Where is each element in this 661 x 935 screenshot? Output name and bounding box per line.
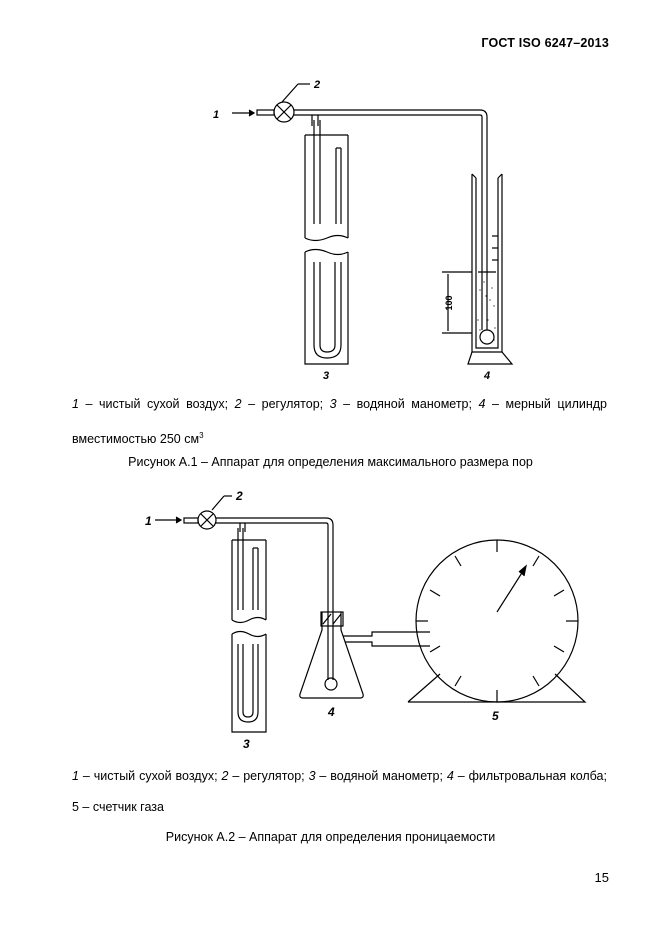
figure-a2-diagram [0,485,661,755]
pipe-to-cylinder [294,110,487,330]
figure-a1-svg [0,70,661,380]
leader-line-2 [282,84,298,102]
figure-a1-diagram [0,70,661,380]
manometer-upper [305,120,348,241]
regulator-valve [198,511,216,529]
manometer-lower [305,250,348,365]
filter-flask [300,612,363,698]
label-flask: 4 [328,705,335,719]
regulator-valve [274,102,294,122]
manometer-lower [232,632,266,733]
measuring-cylinder [468,174,512,364]
label-manometer: 3 [323,370,330,380]
label-air-in: 1 [145,514,152,528]
manometer-upper [232,528,266,623]
figure-a2-caption: Рисунок А.2 – Аппарат для определения проницаемости [165,830,496,844]
pipe-to-flask [216,518,333,680]
label-cylinder: 4 [484,370,491,380]
figure-a1-caption: Рисунок А.1 – Аппарат для определения максимального размера пор [128,455,533,469]
label-gas-meter: 5 [492,709,499,723]
label-air-in: 1 [213,109,220,121]
figure-a1-legend: 1 – чистый сухой воздух; 2 – регулятор; 3 – водяной манометр; 4 – мерный цилиндр вместимостью 250 $см^3$ [72,397,607,447]
label-regulator: 2 [236,489,243,503]
figure-a2-svg [0,485,661,755]
page-number: 15 [594,870,609,885]
gas-meter [408,540,585,702]
inlet-pipe [257,110,274,115]
dimension-label: 100 [444,295,454,311]
label-manometer: 3 [243,737,250,751]
label-regulator: 2 [314,79,321,91]
document-header: ГОСТ ISO 6247–2013 [481,36,609,50]
figure-a2-legend: 1 – чистый сухой воздух; 2 – регулятор; 3 – водяной манометр; 4 – фильтровальная колба; 5 – счетчик газа [72,769,607,814]
